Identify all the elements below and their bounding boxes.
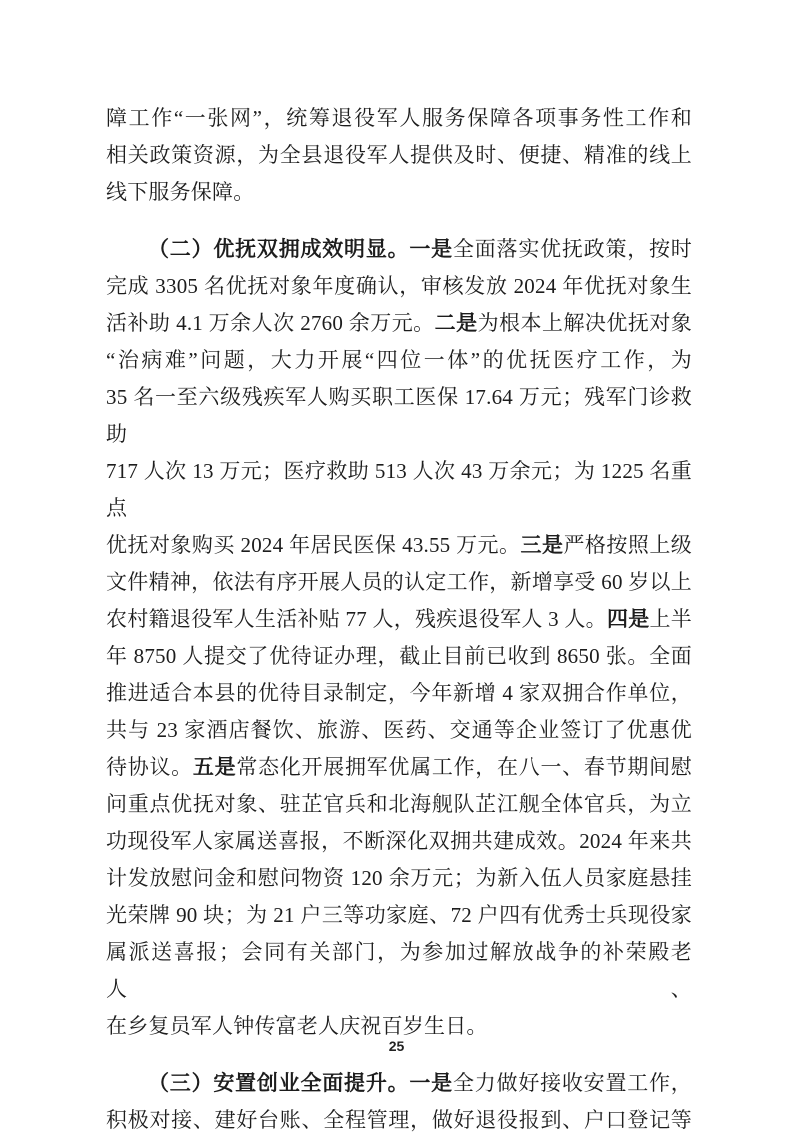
document-line: [106, 137, 692, 174]
emphasis-text: （二）优抚双拥成效明显。一是: [148, 237, 453, 261]
body-text: 属派送喜报；会同有关部门，为参加过解放战争的补荣殿老人、: [106, 940, 692, 1001]
document-line: [106, 564, 692, 601]
body-text: 年 8750 人提交了优待证办理，截止目前已收到 8650 张。全面: [106, 644, 692, 668]
body-text: 优抚对象购买 2024 年居民医保 43.55 万元。: [106, 533, 521, 557]
document-line: [106, 1102, 692, 1139]
document-line: [106, 231, 692, 268]
document-body: [106, 100, 692, 1139]
document-line: [106, 823, 692, 860]
body-text: 上半: [649, 607, 693, 631]
document-line: [106, 379, 692, 453]
paragraph-continuation-service-network: [106, 100, 692, 211]
body-text: 推进适合本县的优待目录制定，今年新增 4 家双拥合作单位，: [106, 681, 692, 705]
document-line: [106, 897, 692, 934]
document-line: [106, 786, 692, 823]
emphasis-text: （三）安置创业全面提升。一是: [148, 1071, 453, 1095]
document-line: [106, 342, 692, 379]
emphasis-text: 三是: [520, 533, 564, 557]
document-line: [106, 1065, 692, 1102]
body-text: 功现役军人家属送喜报，不断深化双拥共建成效。2024 年来共: [106, 829, 692, 853]
body-text: 文件精神，依法有序开展人员的认定工作，新增享受 60 岁以上: [106, 570, 692, 594]
body-text: 待协议。: [106, 755, 193, 779]
document-line: [106, 860, 692, 897]
body-text: 农村籍退役军人生活补贴 77 人，残疾退役军人 3 人。: [106, 607, 607, 631]
document-line: [106, 527, 692, 564]
body-text: 严格按照上级: [563, 533, 692, 557]
document-line: [106, 305, 692, 342]
body-text: 共与 23 家酒店餐饮、旅游、医药、交通等企业签订了优惠优: [106, 718, 692, 742]
paragraph-section-3-anzhi-chuangye: [106, 1065, 692, 1139]
paragraph-section-2-youfu-shuangyong: [106, 231, 692, 1045]
body-text: 相关政策资源，为全县退役军人提供及时、便捷、精准的线上: [106, 143, 692, 167]
emphasis-text: 五是: [192, 755, 237, 779]
document-line: [106, 749, 692, 786]
body-text: “治病难”问题，大力开展“四位一体”的优抚医疗工作，为: [106, 348, 692, 372]
body-text: 障工作“一张网”，统筹退役军人服务保障各项事务性工作和: [106, 106, 692, 130]
body-text: 717 人次 13 万元；医疗救助 513 人次 43 万余元；为 1225 名重点: [106, 459, 692, 520]
page-number: 25: [388, 1038, 405, 1054]
body-text: 35 名一至六级残疾军人购买职工医保 17.64 万元；残军门诊救助: [106, 385, 692, 446]
document-line: [106, 675, 692, 712]
body-text: 在乡复员军人钟传富老人庆祝百岁生日。: [106, 1014, 488, 1038]
document-line: [106, 934, 692, 1008]
document-line: [106, 268, 692, 305]
document-line: [106, 712, 692, 749]
body-text: 积极对接、建好台账、全程管理，做好退役报到、户口登记等: [106, 1108, 692, 1132]
body-text: 全力做好接收安置工作，: [452, 1071, 692, 1095]
body-text: 为根本上解决优抚对象: [477, 311, 692, 335]
document-line: [106, 601, 692, 638]
body-text: 常态化开展拥军优属工作，在八一、春节期间慰: [236, 755, 692, 779]
document-line: [106, 453, 692, 527]
body-text: 活补助 4.1 万余人次 2760 余万元。: [106, 311, 435, 335]
document-line: [106, 174, 692, 211]
emphasis-text: 二是: [434, 311, 478, 335]
body-text: 线下服务保障。: [106, 180, 255, 204]
body-text: 计发放慰问金和慰问物资 120 余万元；为新入伍人员家庭悬挂: [106, 866, 692, 890]
document-line: [106, 100, 692, 137]
body-text: 问重点优抚对象、驻芷官兵和北海舰队芷江舰全体官兵，为立: [106, 792, 692, 816]
body-text: 全面落实优抚政策，按时: [452, 237, 692, 261]
body-text: 光荣牌 90 块；为 21 户三等功家庭、72 户四有优秀士兵现役家: [106, 903, 692, 927]
emphasis-text: 四是: [606, 607, 650, 631]
body-text: 完成 3305 名优抚对象年度确认，审核发放 2024 年优抚对象生: [106, 274, 692, 298]
document-line: [106, 638, 692, 675]
